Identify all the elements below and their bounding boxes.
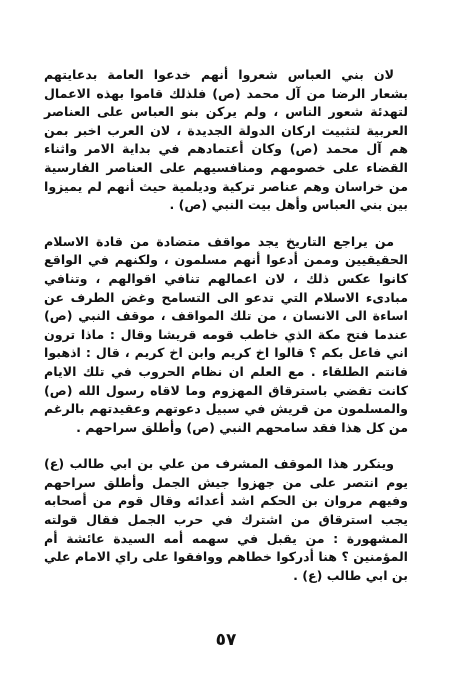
paragraph-spacer (44, 437, 408, 455)
paragraph-2: من يراجع التاريخ يجد مواقف متضادة من قادة الاسلام الحقيقيين وممن أدعوا أنهم مسلمون ، ولكنهم في الواقع كانوا عكس ذلك ، لان اعمالهم تنافي اقوالهم ، وتنافي مبادىء الاسلام التي تدعو الى التسامح وغض الطرف عن اساءة الى الانسان ، من تلك المواقف ، موقف النبي (ص) عندما فتح مكة الذي خاطب قومه قريشا وقال : ماذا ترون اني فاعل بكم ؟ قالوا اخ كريم وابن اخ كريم ، قال : اذهبوا فانتم الطلقاء . مع العلم ان نظام الحروب في تلك الايام كانت تقضي باسترقاق المهزوم وما لاقاه رسول الله (ص) والمسلمون من قريش في سبيل دعوتهم وعقيدتهم بالرغم من كل هذا فقد سامحهم النبي (ص) وأطلق سراحهم . (44, 233, 408, 435)
paragraph-1: لان بني العباس شعروا أنهم خدعوا العامة بدعايتهم بشعار الرضا من آل محمد (ص) فلذلك قاموا بهذه الاعمال لتهدئة شعور الناس ، ولم يركن بنو العباس على العناصر العربية لتثبيت اركان الدولة الجديدة ، لان العرب اخبر بمن هم آل محمد (ص) وكان أعتمادهم في بداية الامر واثناء القضاء على خصومهم ومنافسيهم على العناصر الفارسية من خراسان وهم عناصر تركية وديلمية حيث أنهم لم يميزوا بين بني العباس وأهل بيت النبي (ص) . (44, 67, 408, 213)
page-number: ٥٧ (215, 630, 237, 650)
paragraph-3: وينكرر هذا الموقف المشرف من علي بن ابي طالب (ع) يوم انتصر على من جهزوا جيش الجمل وأطلق سراحهم وفيهم مروان بن الحكم اشد أعدائه وقال قوم من أصحابه يجب استرقاق من اشترك في حرب الجمل فقال قولته المشهورة : من يقبل في سهمه أمه السيدة عائشة أم المؤمنين ؟ هنا أدركوا خطاهم ووافقوا على راي الامام علي بن ابي طالب (ع) . (44, 456, 408, 583)
body-text (44, 66, 408, 585)
paragraph-spacer (44, 215, 408, 233)
